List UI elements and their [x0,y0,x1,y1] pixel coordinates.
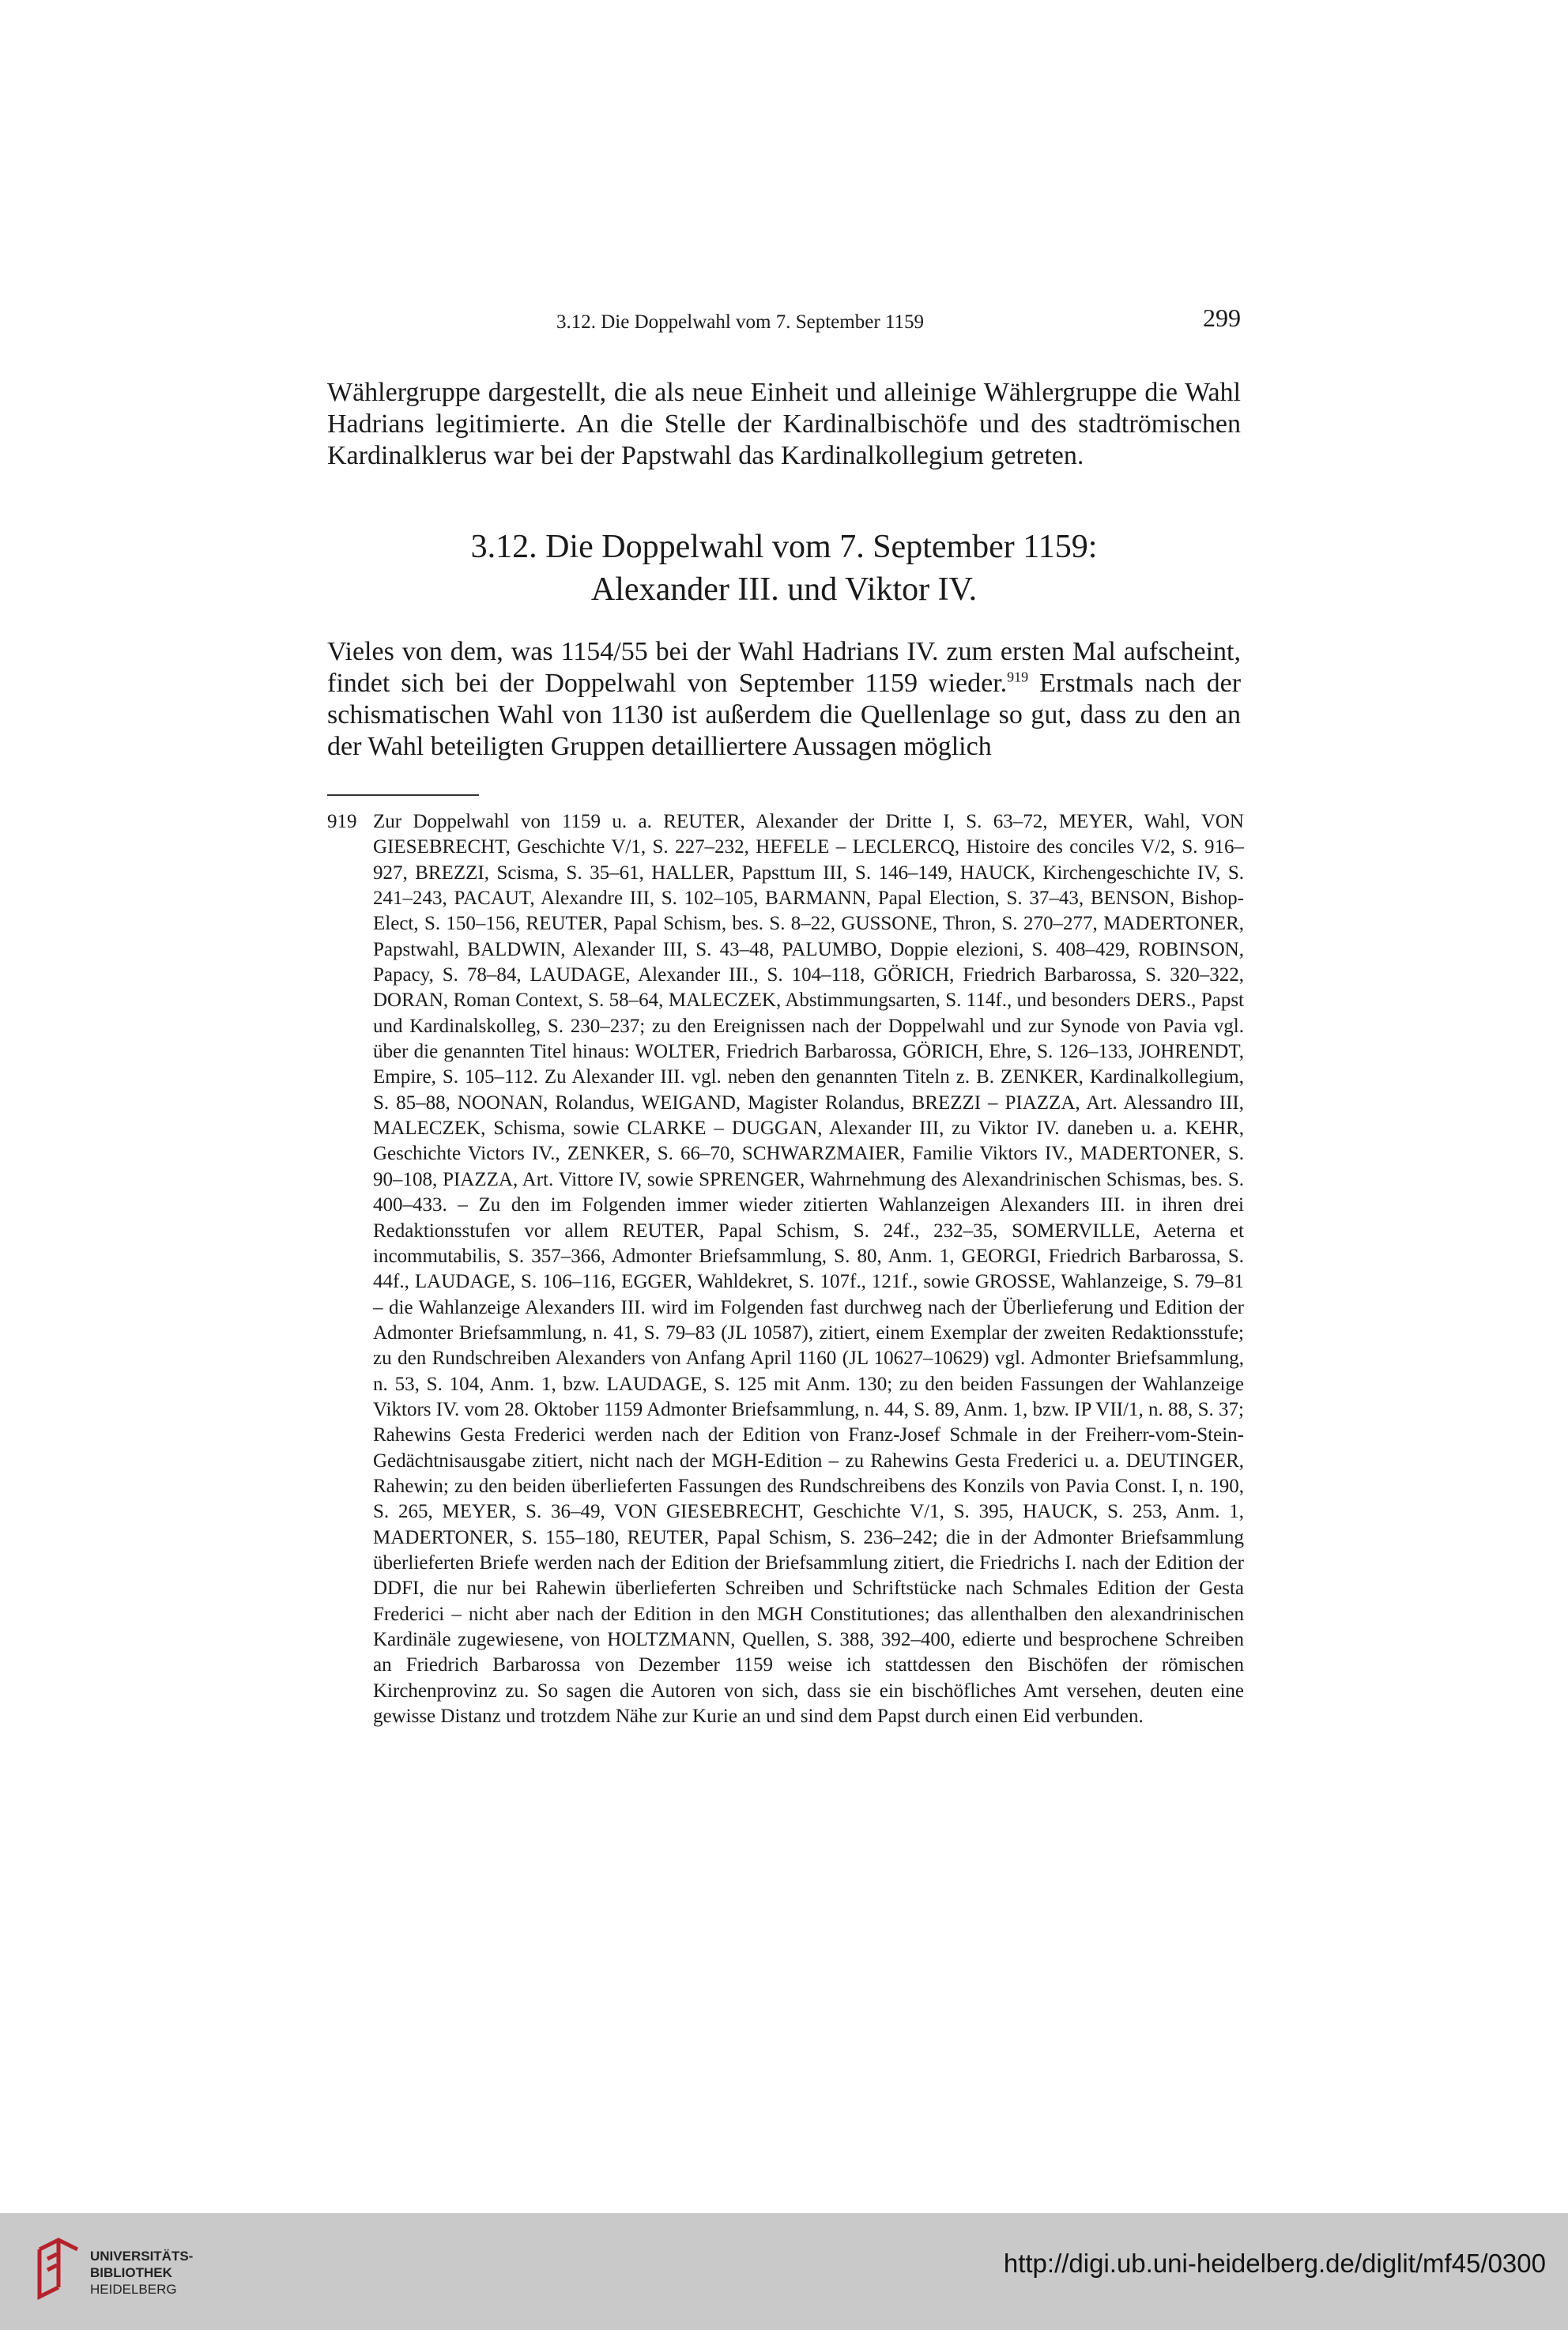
running-head-title: 3.12. Die Doppelwahl vom 7. September 1159 [556,311,924,333]
library-name-line3: HEIDELBERG [90,2282,177,2297]
intro-paragraph [327,377,1241,472]
intro-paragraph-text: Wählergruppe dargestellt, die als neue Einheit und alleinige Wählergruppe die Wahl Hadrians legitimierte. An die Stelle der Kardinalbischöfe und des stadtrömischen Kardinalklerus war bei der Papstwahl das Kardinalkollegium getreten. [327,378,1241,470]
footnote-number: 919 [327,811,357,832]
footnote-text: Zur Doppelwahl von 1159 u. a. REUTER, Alexander der Dritte I, S. 63–72, MEYER, Wahl, VON GIESEBRECHT, Geschichte V/1, S. 227–232, HEFELE – LECLERCQ, Histoire des conciles V/2, S. 916–927, BREZZI, Scisma, S. 35–61, HALLER, Papsttum III, S. 146–149, HAUCK, Kirchengeschichte IV, S. 241–243, PACAUT, Alexandre III, S. 102–105, BARMANN, Papal Election, S. 37–43, BENSON, Bishop-Elect, S. 150–156, REUTER, Papal Schism, bes. S. 8–22, GUSSONE, Thron, S. 270–277, MADERTONER, Papstwahl, BALDWIN, Alexander III, S. 43–48, PALUMBO, Doppie elezioni, S. 408–429, ROBINSON, Papacy, S. 78–84, LAUDAGE, Alexander III., S. 104–118, GÖRICH, Friedrich Barbarossa, S. 320–322, DORAN, Roman Context, S. 58–64, MALECZEK, Abstimmungsarten, S. 114f., und besonders DERS., Papst und Kardinalskolleg, S. 230–237; zu den Ereignissen nach der Doppelwahl und zur Synode von Pavia vgl. über die genannten Titel hinaus: WOLTER, Friedrich Barbarossa, GÖRICH, Ehre, S. 126–133, JOHRENDT, Empire, S. 105–112. Zu Alexander III. vgl. neben den genannten Titeln z. B. ZENKER, Kardinalkollegium, S. 85–88, NOONAN, Rolandus, WEIGAND, Magister Rolandus, BREZZI – PIAZZA, Art. Alessandro III, MALECZEK, Schisma, sowie CLARKE – DUGGAN, Alexander III, zu Viktor IV. daneben u. a. KEHR, Geschichte Victors IV., ZENKER, S. 66–70, SCHWARZMAIER, Familie Viktors IV., MADERTONER, S. 90–108, PIAZZA, Art. Vittore IV, sowie SPRENGER, Wahrnehmung des Alexandrinischen Schismas, bes. S. 400–433. – Zu den im Folgenden immer wieder zitierten Wahlanzeigen Alexanders III. in ihren drei Redaktionsstufen vor allem REUTER, Papal Schism, S. 24f., 232–35, SOMERVILLE, Aeterna et incommutabilis, S. 357–366, Admonter Briefsammlung, S. 80, Anm. 1, GEORGI, Friedrich Barbarossa, S. 44f., LAUDAGE, S. 106–116, EGGER, Wahldekret, S. 107f., 121f., sowie GROSSE, Wahlanzeige, S. 79–81 – die Wahlanzeige Alexanders III. wird im Folgenden fast durchweg nach der Überlieferung und Edition der Admonter Briefsammlung, n. 41, S. 79–83 (JL 10587), zitiert, einem Exemplar der zweiten Redaktionsstufe; zu den Rundschreiben Alexanders von Anfang April 1160 (JL 10627–10629) vgl. Admonter Briefsammlung, n. 53, S. 104, Anm. 1, bzw. LAUDAGE, S. 125 mit Anm. 130; zu den beiden Fassungen der Wahlanzeige Viktors IV. vom 28. Oktober 1159 Admonter Briefsammlung, n. 44, S. 89, Anm. 1, bzw. IP VII/1, n. 88, S. 37; Rahewins Gesta Frederici werden nach der Edition von Franz-Josef Schmale in der Freiherr-vom-Stein-Gedächtnisausgabe zitiert, nicht nach der MGH-Edition – zu Rahewins Gesta Frederici u. a. DEUTINGER, Rahewin; zu den beiden überlieferten Fassungen des Rundschreibens des Konzils von Pavia Const. I, n. 190, S. 265, MEYER, S. 36–49, VON GIESEBRECHT, Geschichte V/1, S. 395, HAUCK, S. 253, Anm. 1, MADERTONER, S. 155–180, REUTER, Papal Schism, S. 236–242; die in der Admonter Briefsammlung überlieferten Briefe werden nach der Edition der Briefsammlung zitiert, die Friedrichs I. nach der Edition der DDFI, die nur bei Rahewin überlieferten Schreiben und Schriftstücke nach Schmales Edition der Gesta Frederici – nicht aber nach der Edition in den MGH Constitutiones; das allenthalben den alexandrinischen Kardinäle zugewiesene, von HOLTZMANN, Quellen, S. 388, 392–400, edierte und besprochene Schreiben an Friedrich Barbarossa von Dezember 1159 weise ich stattdessen den Bischöfen der römischen Kirchenprovinz zu. So sagen die Autoren von sich, dass sie ein bischöfliches Amt versehen, deuten eine gewisse Distanz und trotzdem Nähe zur Kurie an und sind dem Papst durch einen Eid verbunden. [373,811,1244,1728]
library-name [90,2248,193,2298]
footnote-reference[interactable]: 919 [1007,669,1029,685]
main-paragraph-text [327,636,1241,763]
main-paragraph-part1: Vieles von dem, was 1154/55 bei der Wahl Hadrians IV. zum ersten Mal aufscheint, findet sich bei der Doppelwahl von September 1159 wieder. [327,637,1241,698]
library-name-line1: UNIVERSITÄTS- [90,2249,194,2264]
section-heading-line1: 3.12. Die Doppelwahl vom 7. September 1159: [470,529,1098,565]
page-number: 299 [1203,304,1241,332]
permalink-url[interactable]: http://digi.ub.uni-heidelberg.de/diglit/mf45/0300 [1003,2249,1546,2278]
library-name-line2: BIBLIOTHEK [90,2265,172,2280]
library-logo-icon [35,2234,82,2303]
footnote-divider [327,794,479,796]
section-heading-line2: Alexander III. und Viktor IV. [590,571,978,608]
footnote [327,809,1244,1729]
main-paragraph-part2: Erstmals nach der schismatischen Wahl von 1130 ist außerdem die Quellenlage so gut, dass zu den an der Wahl beteiligten Gruppen detailliertere Aussagen möglich [327,669,1242,761]
section-heading [327,526,1241,611]
digitization-footer [0,2213,1568,2330]
main-paragraph [327,636,1241,763]
